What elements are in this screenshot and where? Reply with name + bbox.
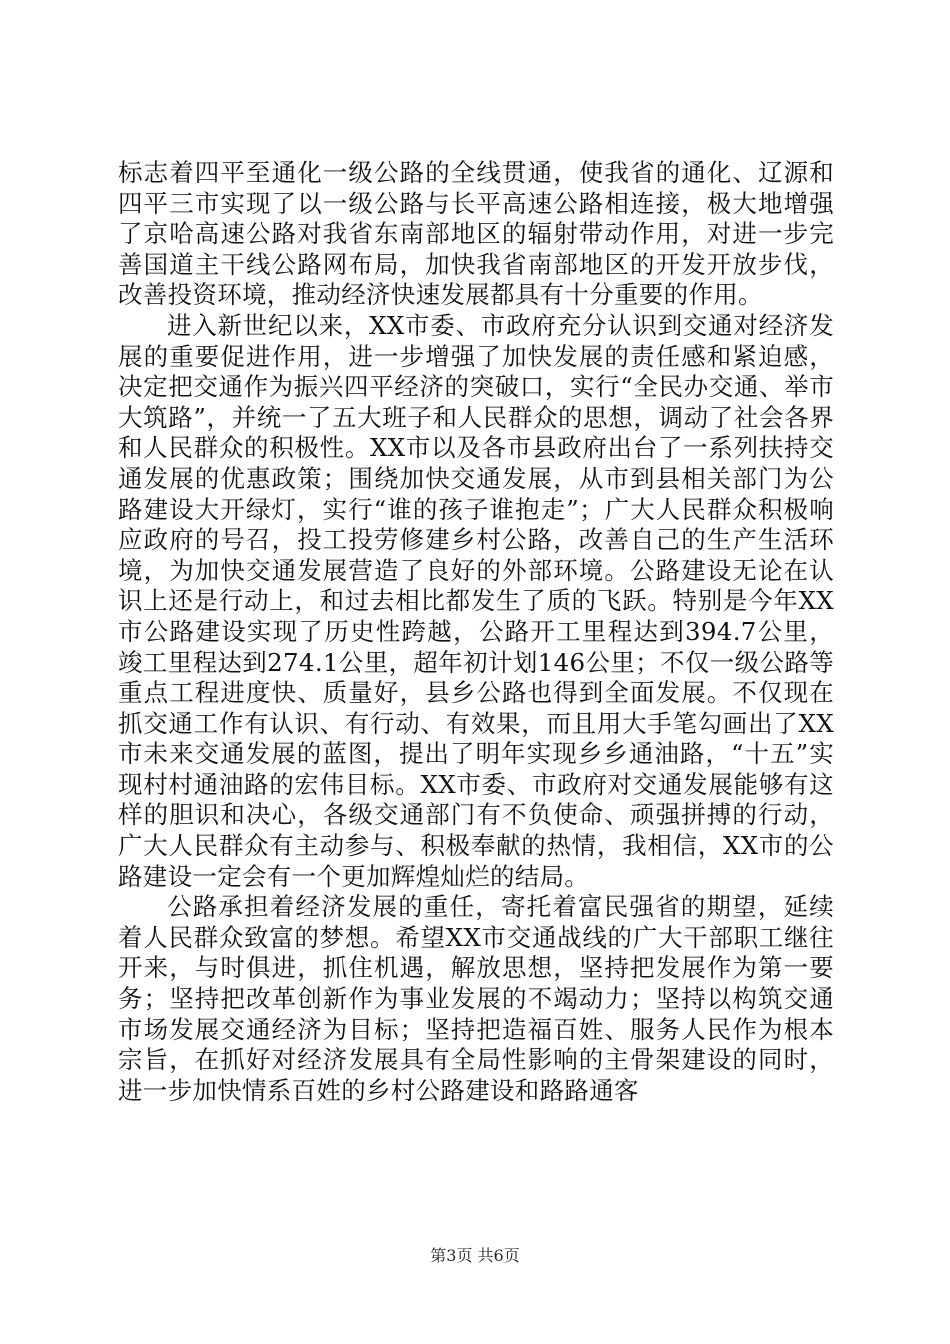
document-body — [118, 158, 834, 1106]
paragraph-1: 标志着四平至通化一级公路的全线贯通，使我省的通化、辽源和四平三市实现了以一级公路与长平高速公路相连接，极大地增强了京哈高速公路对我省东南部地区的辐射带动作用，对进一步完善国道主干线公路网布局，加快我省南部地区的开发开放步伐，改善投资环境，推动经济快速发展都具有十分重要的作用。 — [118, 158, 834, 310]
paragraph-2: 进入新世纪以来，XX市委、市政府充分认识到交通对经济发展的重要促进作用，进一步增强了加快发展的责任感和紧迫感，决定把交通作为振兴四平经济的突破口，实行“全民办交通、举市大筑路”，并统一了五大班子和人民群众的思想，调动了社会各界和人民群众的积极性。XX市以及各市县政府出台了一系列扶持交通发展的优惠政策；围绕加快交通发展，从市到县相关部门为公路建设大开绿灯，实行“谁的孩子谁抱走”；广大人民群众积极响应政府的号召，投工投劳修建乡村公路，改善自己的生产生活环境，为加快交通发展营造了良好的外部环境。公路建设无论在认识上还是行动上，和过去相比都发生了质的飞跃。特别是今年XX市公路建设实现了历史性跨越，公路开工里程达到394.7公里，竣工里程达到274.1公里，超年初计划146公里；不仅一级公路等重点工程进度快、质量好，县乡公路也得到全面发展。不仅现在抓交通工作有认识、有行动、有效果，而且用大手笔勾画出了XX市未来交通发展的蓝图，提出了明年实现乡乡通油路，“十五”实现村村通油路的宏伟目标。XX市委、市政府对交通发展能够有这样的胆识和决心，各级交通部门有不负使命、顽强拼搏的行动，广大人民群众有主动参与、积极奉献的热情，我相信，XX市的公路建设一定会有一个更加辉煌灿烂的结局。 — [118, 310, 834, 891]
page-number-footer: 第3页 共6页 — [430, 1246, 520, 1265]
paragraph-3: 公路承担着经济发展的重任，寄托着富民强省的期望，延续着人民群众致富的梦想。希望XX市交通战线的广大干部职工继往开来，与时俱进，抓住机遇，解放思想，坚持把发展作为第一要务；坚持把改革创新作为事业发展的不竭动力；坚持以构筑交通市场发展交通经济为目标；坚持把造福百姓、服务人民作为根本宗旨，在抓好对经济发展具有全局性影响的主骨架建设的同时，进一步加快情系百姓的乡村公路建设和路路通客 — [118, 892, 834, 1105]
